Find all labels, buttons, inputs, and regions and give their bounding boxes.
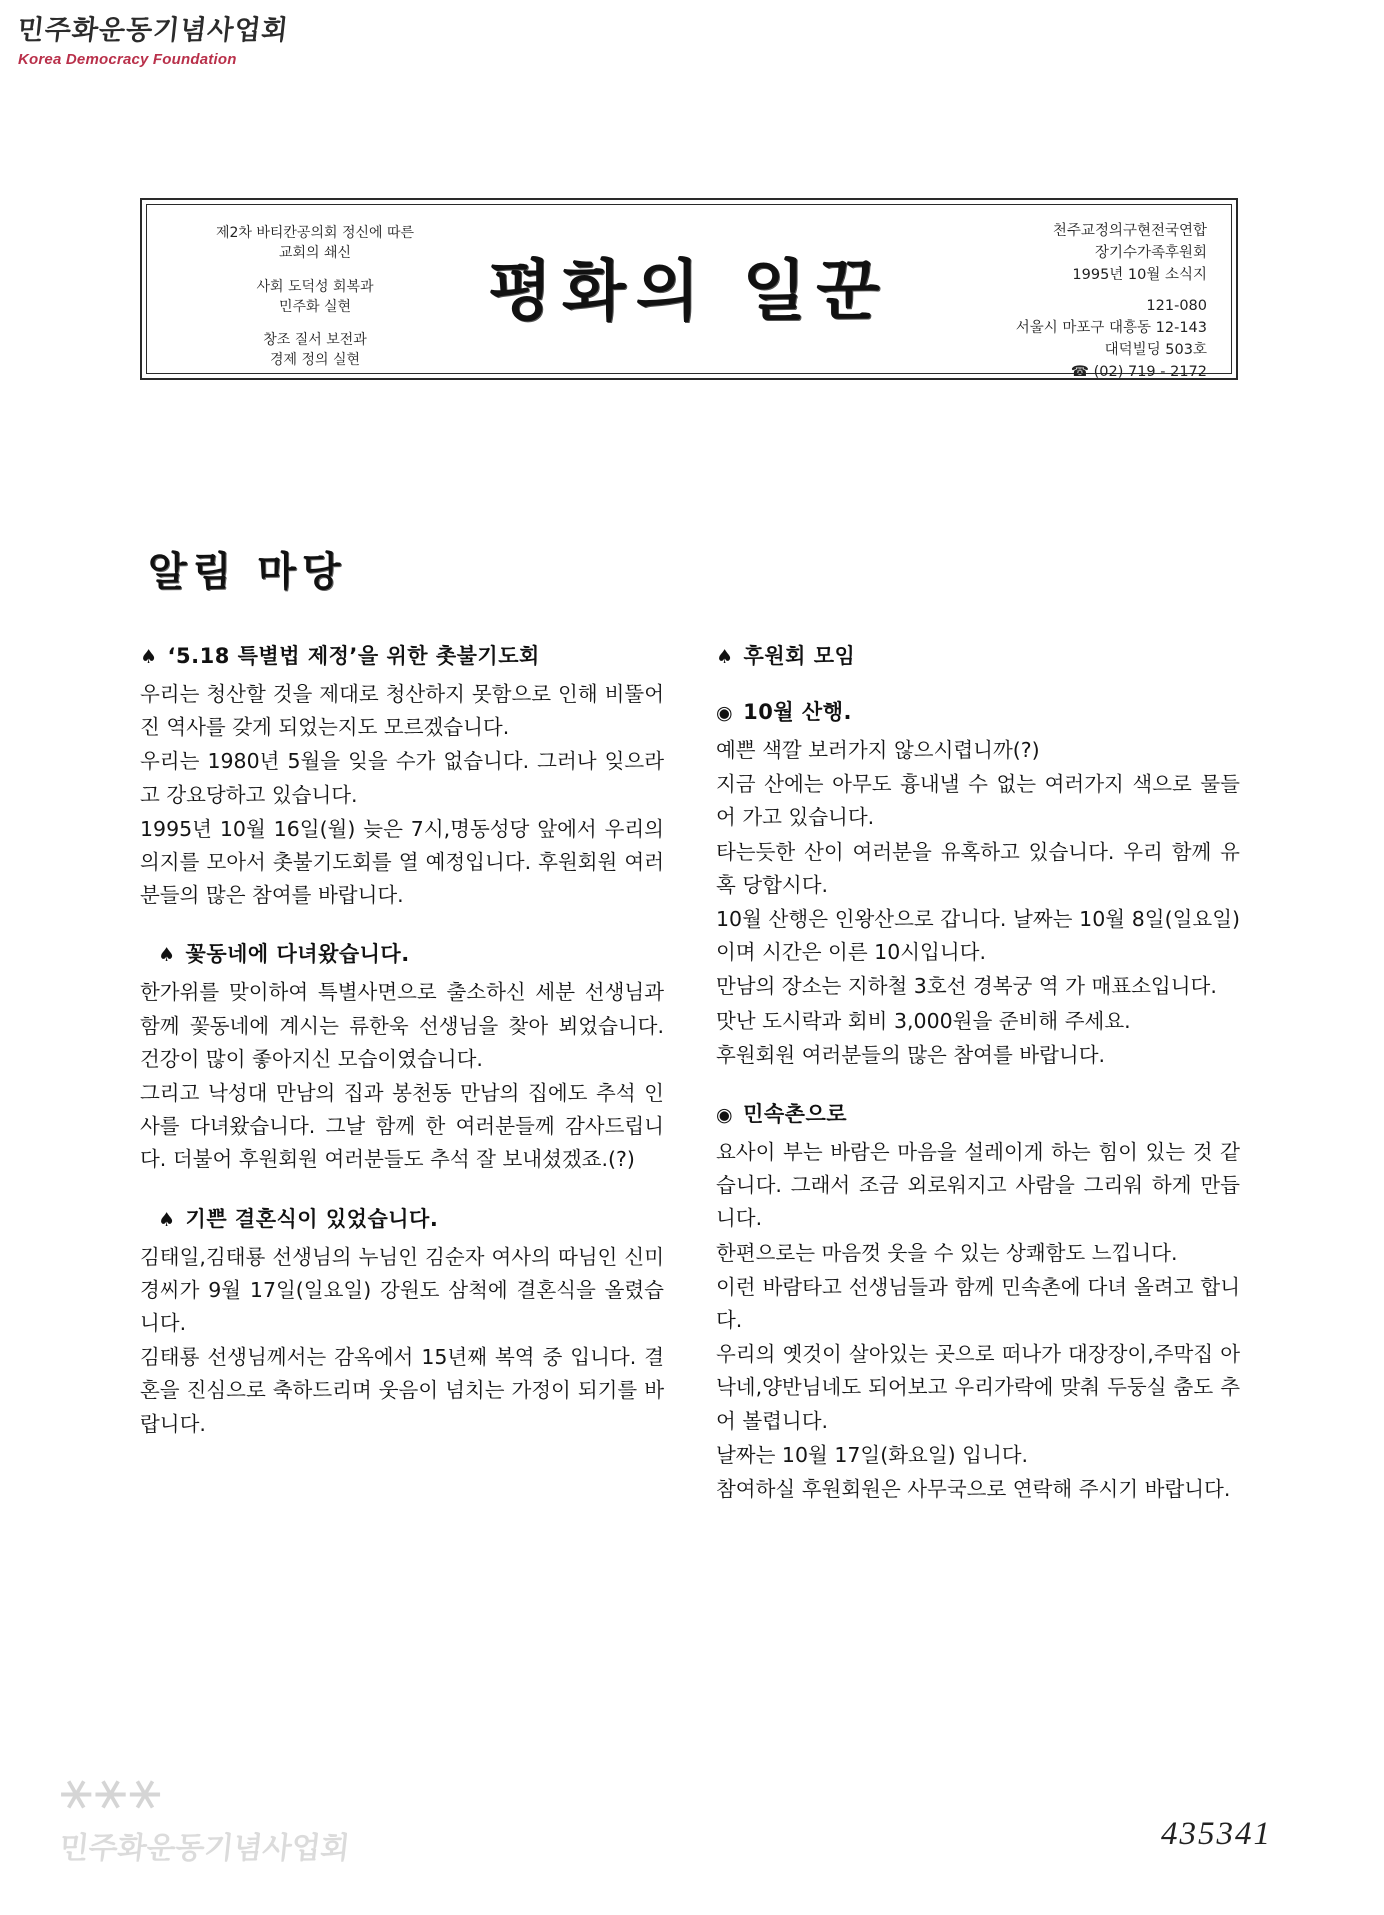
paragraph: 우리는 1980년 5월을 잊을 수가 없습니다. 그러나 잊으라고 강요당하고 있습니다. (140, 749, 664, 807)
masthead-slogan (175, 223, 455, 264)
spade-bullet-icon: ♠ (140, 646, 158, 668)
article (140, 938, 664, 1176)
archive-logo-korean: 민주화운동기념사업회 (16, 15, 291, 46)
watermark (57, 1758, 410, 1867)
paragraph: 만남의 장소는 지하철 3호선 경복궁 역 가 매표소입니다. (716, 974, 1217, 999)
masthead-slogan-line: 제2차 바티칸공의회 정신에 따른 (215, 225, 415, 241)
masthead (140, 198, 1238, 380)
running-figures-icon: ⚹⚹⚹ (60, 1758, 164, 1821)
paragraph: 우리의 옛것이 살아있는 곳으로 떠나가 대장장이,주막집 아낙네,양반님네도 되어보고 우리가락에 맞춰 두둥실 춤도 추어 볼렵니다. (716, 1342, 1240, 1433)
article-body (140, 976, 664, 1176)
circle-bullet-icon: ◉ (716, 702, 734, 724)
article-heading (716, 1098, 1240, 1128)
paragraph: 예쁜 색깔 보러가지 않으시렵니까(?) (716, 738, 1040, 762)
masthead-publisher-info (877, 221, 1207, 383)
article (716, 696, 1240, 1072)
archive-logo (18, 8, 318, 68)
article-heading-text: ‘5.18 특별법 제정’을 위한 촛불기도회 (167, 644, 540, 668)
article-columns (140, 640, 1240, 1532)
paragraph: 이런 바람타고 선생님들과 함께 민속촌에 다녀 올려고 합니다. (716, 1274, 1240, 1333)
address-line: 서울시 마포구 대흥동 12-143 (1015, 320, 1207, 336)
publisher-line: 1995년 10월 소식지 (1072, 266, 1207, 283)
masthead-slogan (175, 330, 455, 371)
article (140, 1203, 664, 1441)
paragraph: 한가위를 맞이하여 특별사면으로 출소하신 세분 선생님과 함께 꽃동네에 계시는 류한욱 선생님을 찾아 뵈었습니다. 건강이 많이 좋아지신 모습이였습니다. (140, 980, 664, 1071)
address-line: 121-080 (1146, 298, 1207, 315)
masthead-slogan-line: 경제 정의 실현 (269, 352, 361, 369)
article-heading (716, 696, 1240, 726)
paragraph: 후원회원 여러분들의 많은 참여를 바랍니다. (716, 1042, 1106, 1067)
masthead-slogan-line: 창조 질서 보전과 (263, 332, 367, 349)
paragraph: 우리는 청산할 것을 제대로 청산하지 못함으로 인해 비뚤어진 역사를 갖게 되었는지도 모르겠습니다. (140, 682, 664, 740)
masthead-title: 평화의 일꾼 (488, 252, 890, 330)
paragraph: 요사이 부는 바람은 마음을 설레이게 하는 힘이 있는 것 같습니다. 그래서 조금 외로워지고 사람을 그리워 하게 만듭니다. (716, 1140, 1240, 1231)
masthead-slogan-line: 교회의 쇄신 (278, 245, 352, 262)
page-title: 알림 마당 (148, 549, 347, 595)
article-heading (140, 1203, 664, 1233)
article-heading-text: 후원회 모임 (743, 644, 856, 668)
paragraph: 맛난 도시락과 회비 3,000원을 준비해 주세요. (716, 1008, 1131, 1033)
paragraph: 타는듯한 산이 여러분을 유혹하고 있습니다. 우리 함께 유혹 당합시다. (716, 839, 1240, 897)
article-heading-text: 민속촌으로 (743, 1102, 848, 1127)
paragraph: 김태룡 선생님께서는 감옥에서 15년째 복역 중 입니다. 결혼을 진심으로 축하드리며 웃음이 넘치는 가정이 되기를 바랍니다. (140, 1345, 664, 1436)
article-heading-text: 10월 산행. (743, 700, 852, 724)
paragraph: 10월 산행은 인왕산으로 갑니다. 날짜는 10월 8일(일요일)이며 시간은 이른 10시입니다. (716, 907, 1240, 965)
masthead-slogan-line: 민주화 실현 (278, 298, 352, 315)
watermark-text: 민주화운동기념사업회 (57, 1831, 352, 1866)
left-column (140, 640, 664, 1532)
publisher-line: 장기수가족후원회 (1094, 244, 1207, 261)
masthead-inner-border (146, 204, 1232, 380)
paragraph: 지금 산에는 아무도 흉내낼 수 없는 여러가지 색으로 물들어 가고 있습니다. (716, 772, 1240, 830)
address-line: 대덕빌딩 503호 (1104, 341, 1207, 358)
article-body (716, 1136, 1240, 1506)
article (716, 1098, 1240, 1506)
paragraph: 1995년 10월 16일(월) 늦은 7시,명동성당 앞에서 우리의 의지를 모아서 촛불기도회를 열 예정입니다. 후원회원 여러분들의 많은 참여를 바랍니다. (140, 816, 664, 908)
masthead-slogan (175, 277, 455, 318)
spade-bullet-icon: ♠ (716, 646, 734, 668)
article-heading (140, 938, 664, 968)
right-column (716, 640, 1240, 1532)
article-heading-text: 기쁜 결혼식이 있었습니다. (185, 1206, 439, 1231)
spade-bullet-icon: ♠ (158, 1208, 176, 1231)
paragraph: 날짜는 10월 17일(화요일) 입니다. (716, 1442, 1029, 1467)
archive-logo-english: Korea Democracy Foundation (18, 51, 237, 68)
paragraph: 김태일,김태룡 선생님의 누님인 김순자 여사의 따님인 신미경씨가 9월 17일(일요일) 강원도 삼척에 결혼식을 올렸습니다. (140, 1244, 664, 1336)
circle-bullet-icon: ◉ (716, 1104, 734, 1127)
masthead-slogans (175, 223, 455, 384)
masthead-slogan-line: 사회 도덕성 회복과 (256, 278, 374, 295)
phone-line: ☎ (02) 719 - 2172 (1070, 363, 1207, 380)
article-heading (140, 640, 664, 670)
publisher-line: 천주교정의구현전국연합 (1052, 223, 1207, 239)
paragraph: 한편으로는 마음껏 웃을 수 있는 상쾌함도 느낍니다. (716, 1240, 1178, 1265)
article-body (716, 734, 1240, 1072)
spade-bullet-icon: ♠ (158, 944, 176, 967)
article-heading-text: 꽃동네에 다녀왔습니다. (185, 942, 410, 967)
article-body (140, 1241, 664, 1441)
paragraph: 그리고 낙성대 만남의 집과 봉천동 만남의 집에도 추석 인사를 다녀왔습니다. 그날 함께 한 여러분들께 감사드립니다. 더불어 후원회원 여러분들도 추석 잘 보내셨겠죠.(?) (140, 1081, 664, 1172)
article-body (140, 678, 664, 912)
article-heading (716, 640, 1240, 670)
article (716, 640, 1240, 670)
document-number: 435341 (1161, 1816, 1272, 1852)
article (140, 640, 664, 912)
paragraph: 참여하실 후원회원은 사무국으로 연락해 주시기 바랍니다. (716, 1477, 1231, 1502)
spacer (877, 286, 1207, 296)
